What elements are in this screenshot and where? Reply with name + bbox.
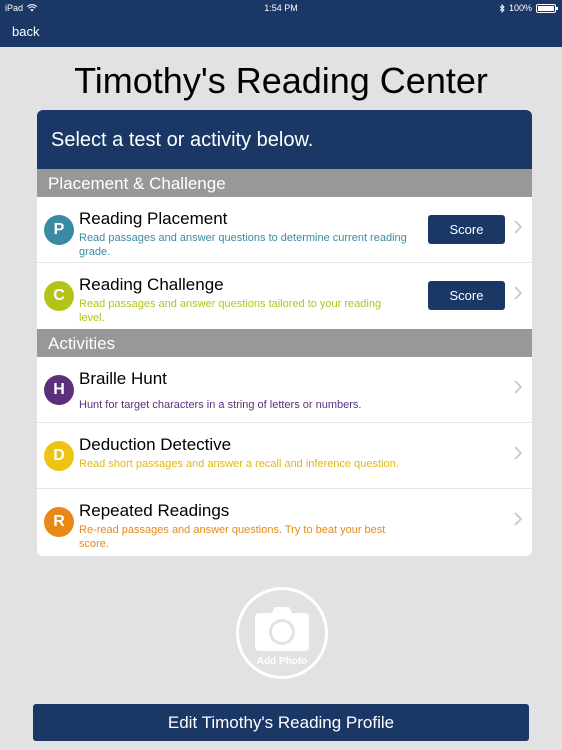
badge-p-icon: P bbox=[44, 215, 74, 245]
add-photo-button[interactable] bbox=[236, 587, 328, 679]
item-title: Braille Hunt bbox=[79, 369, 167, 388]
chevron-right-icon bbox=[514, 286, 522, 300]
card-header: Select a test or activity below. bbox=[37, 110, 532, 169]
score-button-placement[interactable]: Score bbox=[428, 215, 505, 244]
add-photo-label: Add Photo bbox=[256, 656, 308, 667]
badge-d-icon: D bbox=[44, 441, 74, 471]
item-description: Hunt for target characters in a string of letters or numbers. bbox=[79, 399, 362, 411]
item-title: Deduction Detective bbox=[79, 435, 232, 454]
battery-percent: 100% bbox=[508, 3, 532, 13]
edit-profile-button[interactable]: Edit Timothy's Reading Profile bbox=[33, 704, 529, 741]
list-item-deduction-detective[interactable] bbox=[37, 423, 532, 489]
item-title: Reading Challenge bbox=[79, 275, 224, 294]
page-title: Timothy's Reading Center bbox=[74, 60, 488, 101]
score-button-challenge[interactable]: Score bbox=[428, 281, 505, 310]
item-description: Read passages and answer questions tailored to your reading level. bbox=[79, 298, 382, 324]
clock: 1:54 PM bbox=[264, 3, 298, 13]
badge-h-icon: H bbox=[44, 375, 74, 405]
list-item-reading-challenge[interactable] bbox=[37, 263, 532, 329]
badge-c-icon: C bbox=[44, 281, 74, 311]
list-item-braille-hunt[interactable] bbox=[37, 357, 532, 423]
chevron-right-icon bbox=[514, 512, 522, 526]
battery-icon bbox=[536, 4, 556, 13]
device-label: iPad bbox=[5, 3, 24, 13]
section-header-placement: Placement & Challenge bbox=[37, 169, 532, 197]
nav-bar bbox=[0, 16, 562, 47]
bluetooth-icon bbox=[499, 4, 505, 13]
status-bar bbox=[0, 0, 562, 16]
list-item-repeated-readings[interactable] bbox=[37, 489, 532, 555]
chevron-right-icon bbox=[514, 446, 522, 460]
back-button[interactable]: back bbox=[12, 24, 40, 39]
camera-icon bbox=[255, 607, 309, 651]
item-description: Re-read passages and answer questions. Try to beat your best score. bbox=[79, 524, 386, 550]
chevron-right-icon bbox=[514, 380, 522, 394]
chevron-right-icon bbox=[514, 220, 522, 234]
list-item-reading-placement[interactable] bbox=[37, 197, 532, 263]
item-title: Repeated Readings bbox=[79, 501, 230, 520]
item-description: Read passages and answer questions to determine current reading grade. bbox=[79, 232, 407, 258]
activity-card bbox=[37, 110, 532, 556]
item-description: Read short passages and answer a recall and inference question. bbox=[79, 458, 399, 470]
item-title: Reading Placement bbox=[79, 209, 228, 228]
badge-r-icon: R bbox=[44, 507, 74, 537]
section-header-activities: Activities bbox=[37, 329, 532, 357]
